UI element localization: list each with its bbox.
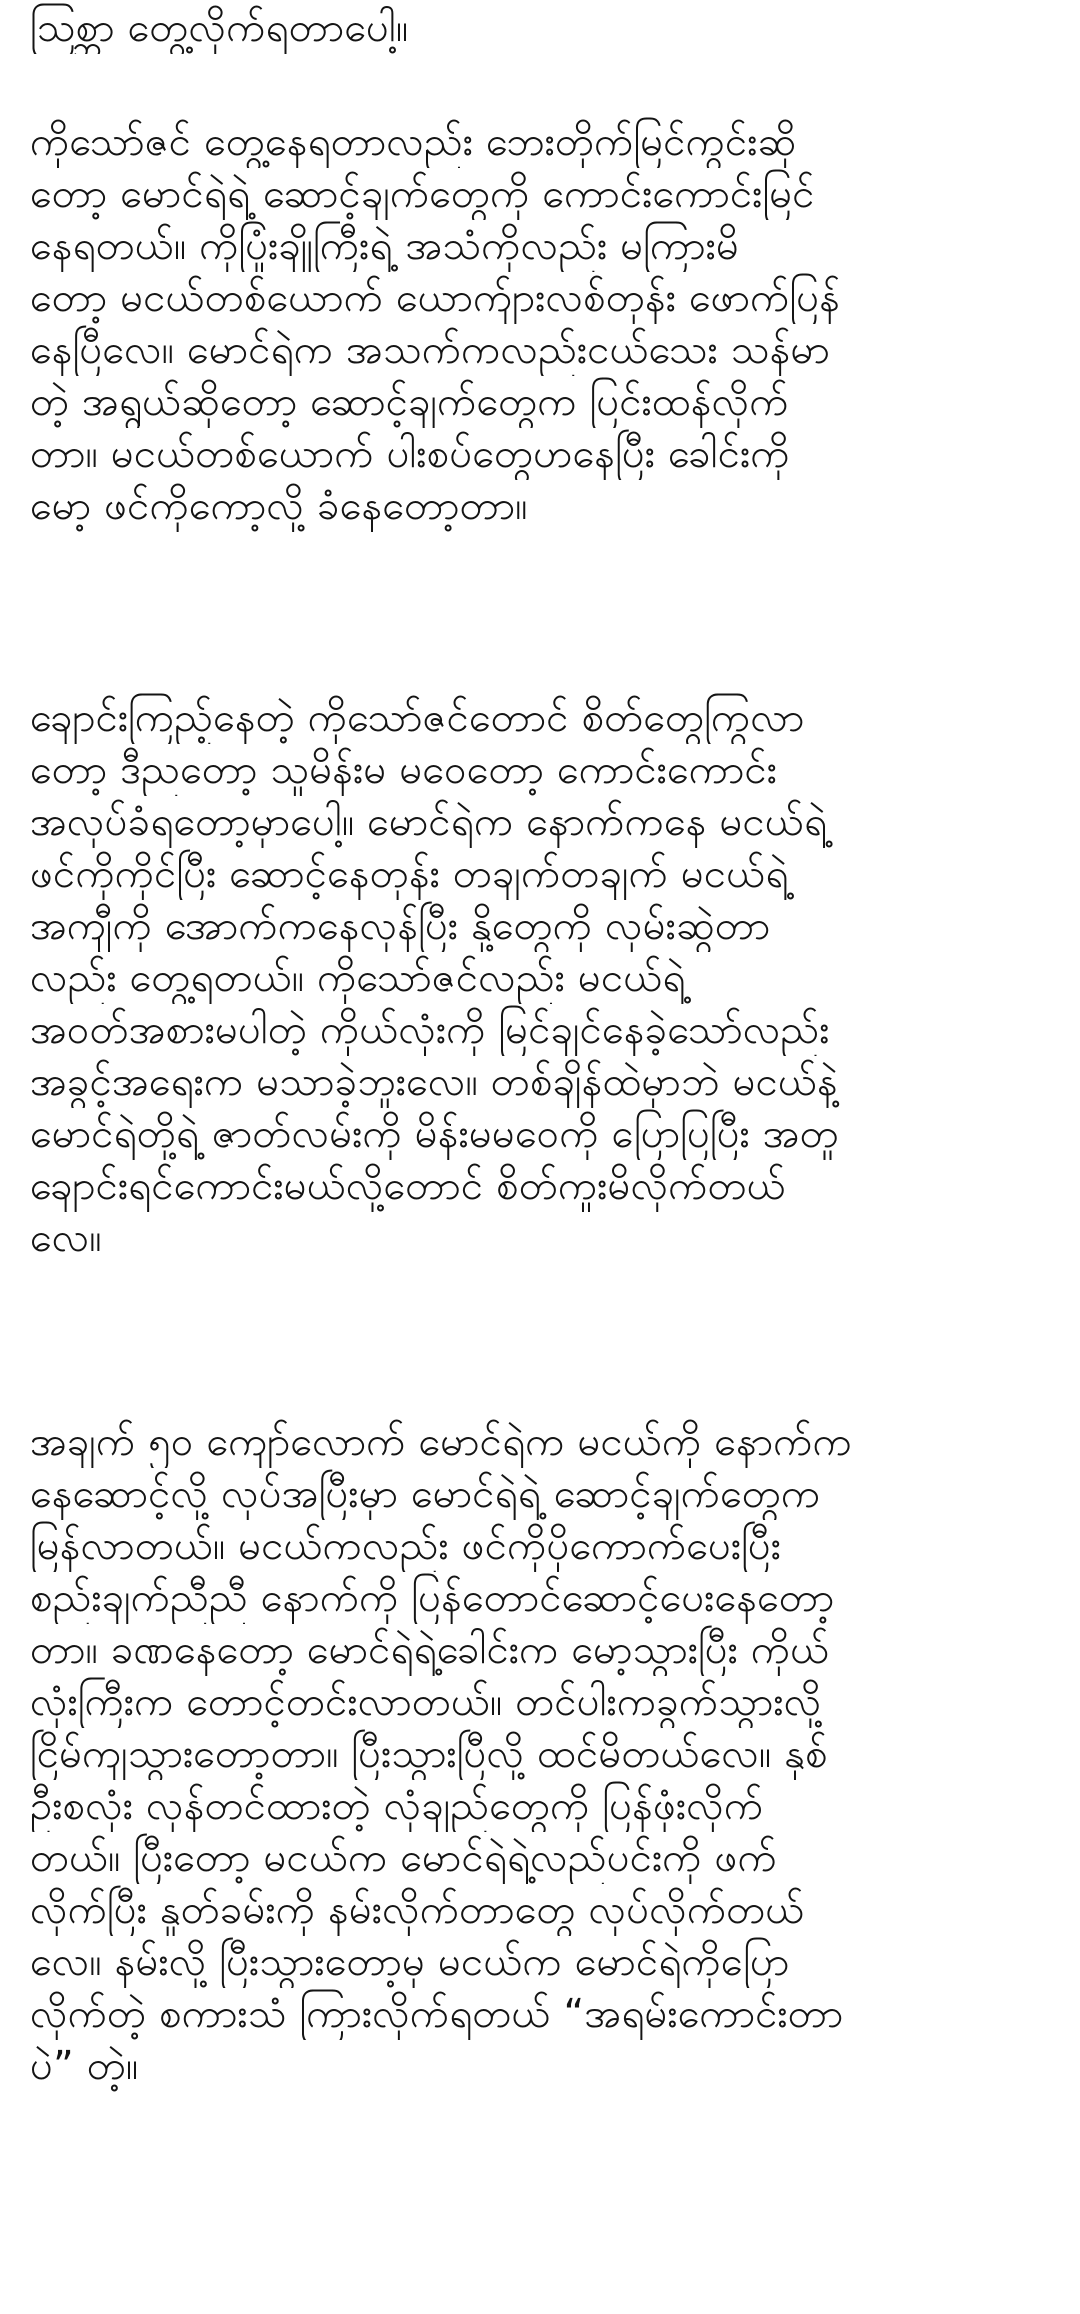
text-line: တော့ မငယ်တစ်ယောက် ယောက်ျားလစ်တုန်း ဖောက်ပြန် (30, 275, 841, 321)
text-line: တယ်။ ပြီးတော့ မငယ်က မောင်ရဲရဲ့လည်ပင်းကို ဖက် (30, 1835, 777, 1881)
text-line: အကျီကို အောက်ကနေလှန်ပြီး နို့တွေကို လှမ်းဆွဲတာ (30, 903, 771, 949)
text-line: နေဆောင့်လို့ လုပ်အပြီးမှာ မောင်ရဲရဲ့ ဆောင့်ချက်တွေက (30, 1471, 821, 1517)
text-line: အခွင့်အရေးက မသာခဲ့ဘူးလေ။ တစ်ချိန်ထဲမှာဘဲ မငယ်နဲ့ (30, 1059, 838, 1105)
text-line: ပဲ” တဲ့။ (30, 2043, 139, 2089)
text-line: လေ။ နမ်းလို့ ပြီးသွားတော့မှ မငယ်က မောင်ရဲကိုပြော (30, 1939, 790, 1985)
text-line: မြန်လာတယ်။ မငယ်ကလည်း ဖင်ကိုပိုကောက်ပေးပြီး (30, 1523, 782, 1569)
text-line: လိုက်ပြီး နှုတ်ခမ်းကို နမ်းလိုက်တာတွေ လုပ်လိုက်တယ် (30, 1887, 805, 1933)
text-line: မောင်ရဲတို့ရဲ့ ဇာတ်လမ်းကို မိန်းမမဝေကို ပြောပြပြီး အတူ (30, 1111, 839, 1157)
text-line: အချက် ၅၀ ကျော်လောက် မောင်ရဲက မငယ်ကို နောက်က (30, 1419, 852, 1465)
text-line: တဲ့ အရွယ်ဆိုတော့ ဆောင့်ချက်တွေက ပြင်းထန်လိုက် (30, 379, 789, 425)
text-line: တာ။ မငယ်တစ်ယောက် ပါးစပ်တွေဟနေပြီး ခေါင်းကို (30, 431, 790, 477)
text-line: အဝတ်အစားမပါတဲ့ ကိုယ်လုံးကို မြင်ချင်နေခဲ့သော်လည်း (30, 1007, 830, 1053)
text-line: ချောင်းရင်ကောင်းမယ်လို့တောင် စိတ်ကူးမိလိုက်တယ် (30, 1163, 786, 1209)
text-line: အလုပ်ခံရတော့မှာပေါ့။ မောင်ရဲက နောက်ကနေ မငယ်ရဲ့ (30, 799, 828, 845)
text-line: လိုက်တဲ့ စကားသံ ကြားလိုက်ရတယ် “အရမ်းကောင်းတာ (30, 1991, 844, 2037)
text-line: မော့ ဖင်ကိုကော့လို့ ခံနေတော့တာ။ (30, 483, 528, 529)
text-line: တာ။ ခဏနေတော့ မောင်ရဲရဲ့ခေါင်းက မော့သွားပြီး ကိုယ် (30, 1627, 830, 1673)
text-line: ကိုသော်ဇင် တွေ့နေရတာလည်း ဘေးတိုက်မြင်ကွင်းဆို (30, 119, 797, 165)
paragraph-3 (30, 692, 1060, 1264)
text-line: လုံးကြီးက တောင့်တင်းလာတယ်။ တင်ပါးကခွက်သွားလို့ (30, 1679, 822, 1725)
text-line: စည်းချက်ညီညီ နောက်ကို ပြန်တောင်ဆောင့်ပေးနေတော့ (30, 1575, 835, 1621)
paragraph-2 (30, 116, 1060, 532)
text-line: နေရတယ်။ ကိုပြုံးချိုကြီးရဲ့ အသံကိုလည်း မကြားမိ (30, 223, 740, 269)
text-line: ငြိမ်ကျသွားတော့တာ။ ပြီးသွားပြီလို့ ထင်မိတယ်လေ။ နှစ် (30, 1731, 828, 1777)
text-line: တော့ မောင်ရဲရဲ့ ဆောင့်ချက်တွေကို ကောင်းကောင်းမြင် (30, 171, 815, 217)
text-line: နေပြီလေ။ မောင်ရဲက အသက်ကလည်းငယ်သေး သန်မာ (30, 327, 831, 373)
text-line: သြစ္ဘာ တွေ့လိုက်ရတာပေါ့။ (30, 5, 409, 51)
text-line: လည်း တွေ့ရတယ်။ ကိုသော်ဇင်လည်း မငယ်ရဲ့ (30, 955, 686, 1001)
text-line: တော့ ဒီညတော့ သူမိန်းမ မဝေတော့ ကောင်းကောင်း (30, 747, 778, 793)
text-line: လေ။ (30, 1215, 102, 1261)
text-line: ချောင်းကြည့်နေတဲ့ ကိုသော်ဇင်တောင် စိတ်တွေကြွလာ (30, 695, 805, 741)
text-line: ဖင်ကိုကိုင်ပြီး ဆောင့်နေတုန်း တချက်တချက် မငယ်ရဲ့ (30, 851, 789, 897)
paragraph-1 (30, 2, 1060, 54)
text-line: ဦးစလုံး လှန်တင်ထားတဲ့ လုံချည်တွေကို ပြန်ဖုံးလိုက် (30, 1783, 764, 1829)
paragraph-4 (30, 1416, 1060, 2092)
